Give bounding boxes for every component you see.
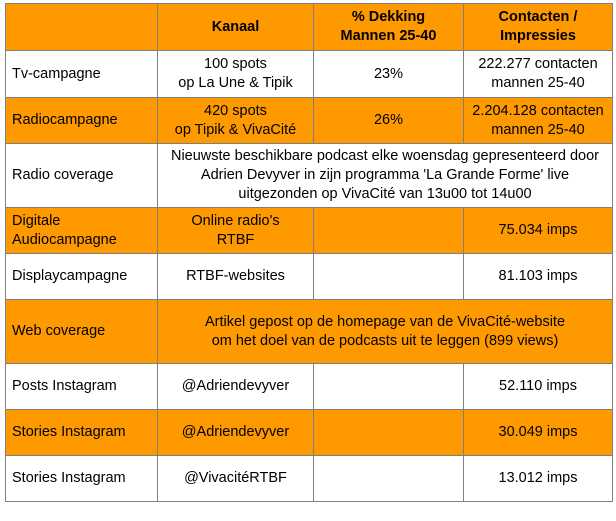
table-row-stories-instagram-adrien — [6, 410, 613, 456]
dekking-cell — [314, 254, 464, 300]
header-dekking: % Dekking Mannen 25-40 — [314, 4, 464, 51]
header-contacten: Contacten / Impressies — [464, 4, 613, 51]
kanaal-cell: 420 spots op Tipik & VivaCité — [158, 98, 314, 144]
table-row-tv-campagne — [6, 51, 613, 98]
table-row-radiocampagne — [6, 98, 613, 144]
row-label: Radio coverage — [6, 144, 158, 208]
row-label: Stories Instagram — [6, 410, 158, 456]
row-label: Web coverage — [6, 300, 158, 364]
contacten-cell: 30.049 imps — [464, 410, 613, 456]
kanaal-cell: 100 spots op La Une & Tipik — [158, 51, 314, 98]
table-row-displaycampagne — [6, 254, 613, 300]
row-label: Stories Instagram — [6, 456, 158, 502]
row-label: Digitale Audiocampagne — [6, 208, 158, 254]
row-label: Posts Instagram — [6, 364, 158, 410]
media-results-table — [5, 3, 613, 502]
contacten-cell: 13.012 imps — [464, 456, 613, 502]
header-empty-cell — [6, 4, 158, 51]
table-row-radio-coverage — [6, 144, 613, 208]
dekking-cell: 26% — [314, 98, 464, 144]
table-row-web-coverage — [6, 300, 613, 364]
dekking-cell: 23% — [314, 51, 464, 98]
merged-description-cell: Artikel gepost op de homepage van de VivaCité-website om het doel van de podcasts uit te leggen (899 views) — [158, 300, 613, 364]
merged-description-cell: Nieuwste beschikbare podcast elke woensdag gepresenteerd door Adrien Devyver in zijn programma 'La Grande Forme' live uitgezonden op VivaCité van 13u00 tot 14u00 — [158, 144, 613, 208]
table-row-posts-instagram — [6, 364, 613, 410]
dekking-cell — [314, 456, 464, 502]
row-label: Radiocampagne — [6, 98, 158, 144]
contacten-cell: 2.204.128 contacten mannen 25-40 — [464, 98, 613, 144]
contacten-cell: 222.277 contacten mannen 25-40 — [464, 51, 613, 98]
dekking-cell — [314, 410, 464, 456]
contacten-cell: 52.110 imps — [464, 364, 613, 410]
kanaal-cell: @VivacitéRTBF — [158, 456, 314, 502]
contacten-cell: 81.103 imps — [464, 254, 613, 300]
dekking-cell — [314, 364, 464, 410]
kanaal-cell: Online radio's RTBF — [158, 208, 314, 254]
table-header-row — [6, 4, 613, 51]
contacten-cell: 75.034 imps — [464, 208, 613, 254]
row-label: Displaycampagne — [6, 254, 158, 300]
dekking-cell — [314, 208, 464, 254]
header-kanaal: Kanaal — [158, 4, 314, 51]
table-row-stories-instagram-vivacite — [6, 456, 613, 502]
kanaal-cell: RTBF-websites — [158, 254, 314, 300]
table-row-digitale-audiocampagne — [6, 208, 613, 254]
kanaal-cell: @Adriendevyver — [158, 410, 314, 456]
kanaal-cell: @Adriendevyver — [158, 364, 314, 410]
row-label: Tv-campagne — [6, 51, 158, 98]
